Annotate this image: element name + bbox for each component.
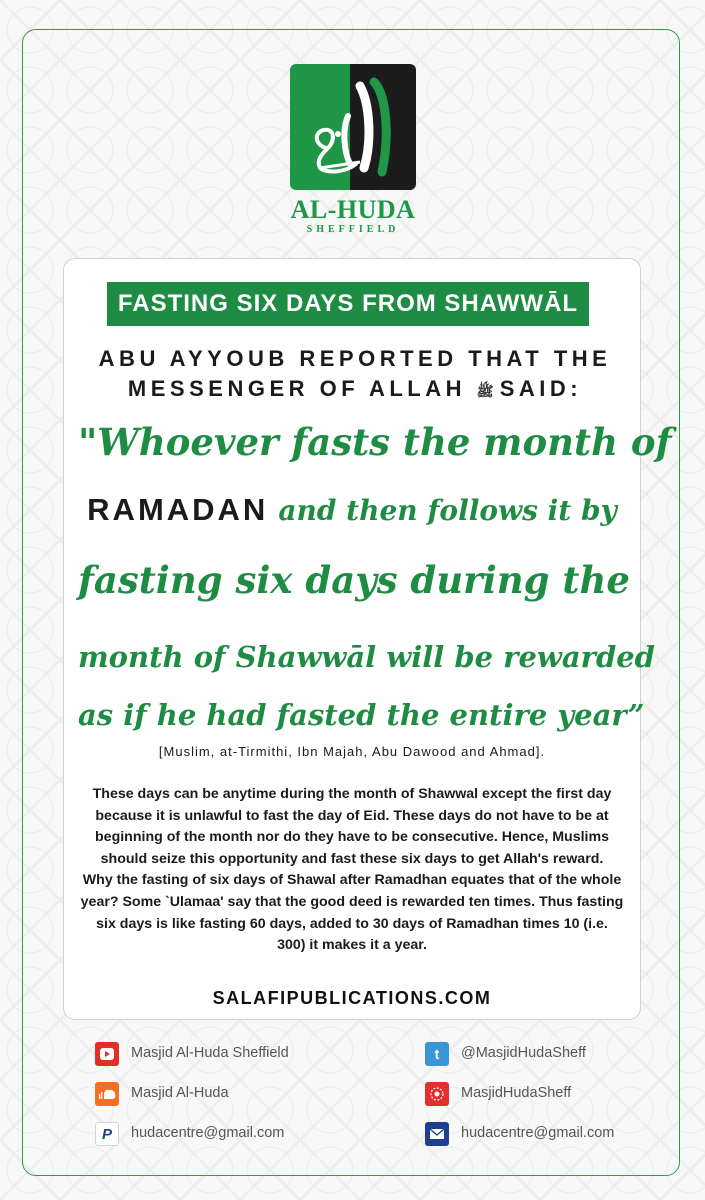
- quote-line-2-text: and then follows it by: [278, 494, 617, 527]
- social-label: hudacentre@gmail.com: [131, 1125, 285, 1141]
- logo-subtitle: SHEFFIELD: [306, 224, 400, 235]
- narrator-line-1: ABU AYYOUB REPORTED THAT THE: [98, 346, 612, 371]
- quote-line-1: "Whoever fasts the month of: [78, 420, 672, 464]
- narrator-line-2: [90, 374, 620, 407]
- social-label: Masjid Al-Huda: [131, 1085, 229, 1101]
- social-soundcloud[interactable]: [95, 1082, 355, 1108]
- social-label: Masjid Al-Huda Sheffield: [131, 1045, 289, 1061]
- social-paypal[interactable]: [95, 1122, 355, 1148]
- quote-line-4: month of Shawwāl will be rewarded: [78, 640, 655, 674]
- social-label: hudacentre@gmail.com: [461, 1125, 615, 1141]
- twitter-icon: t: [425, 1042, 449, 1066]
- title-banner: FASTING SIX DAYS FROM SHAWWĀL: [107, 282, 589, 326]
- honorific-icon: ﷺ: [476, 384, 494, 400]
- al-huda-logo: [290, 64, 416, 190]
- social-youtube[interactable]: [95, 1042, 355, 1068]
- periscope-icon: [425, 1082, 449, 1106]
- hadith-source: [Muslim, at-Tirmithi, Ibn Majah, Abu Dawood and Ahmad].: [158, 744, 546, 759]
- explanation-text: [80, 784, 624, 957]
- social-periscope[interactable]: [425, 1082, 655, 1108]
- hadith-narrator: [90, 344, 620, 407]
- ramadan-word: RAMADAN: [87, 492, 269, 527]
- quote-line-5: as if he had fasted the entire year”: [78, 698, 645, 732]
- website-link[interactable]: SALAFIPUBLICATIONS.COM: [212, 988, 492, 1008]
- explanation-paragraph-1: These days can be anytime during the month of Shawwal except the first day because it is unlawful to fast the day of Eid. These days do not have to be at beginning of the month nor do they have to be consecutive. Hence, Muslims should seize this opportunity and fast these six days to get Allah's reward.: [92, 786, 612, 867]
- social-label: MasjidHudaSheff: [461, 1085, 572, 1101]
- quote-line-2: [78, 492, 626, 528]
- calligraphy-logo-icon: [290, 64, 416, 190]
- soundcloud-icon: [95, 1082, 119, 1106]
- youtube-icon: [95, 1042, 119, 1066]
- explanation-paragraph-2: Why the fasting of six days of Shawal after Ramadhan equates that of the whole year? Some `Ulamaa' say that the good deed is rewarded ten times. Thus fasting six days is like fasting 60 days, added to 30 days of Ramadhan times 10 (i.e. 300) it makes it a year.: [80, 872, 624, 954]
- social-label: @MasjidHudaSheff: [461, 1045, 586, 1061]
- email-icon: [425, 1122, 449, 1146]
- social-twitter[interactable]: [425, 1042, 655, 1068]
- narrator-line-2-start: MESSENGER OF ALLAH: [127, 376, 467, 401]
- logo-title: AL-HUDA: [290, 195, 416, 224]
- narrator-line-2-end: SAID:: [499, 376, 583, 401]
- paypal-icon: P: [95, 1122, 119, 1146]
- quote-line-3: fasting six days during the: [78, 558, 630, 602]
- social-email[interactable]: [425, 1122, 655, 1148]
